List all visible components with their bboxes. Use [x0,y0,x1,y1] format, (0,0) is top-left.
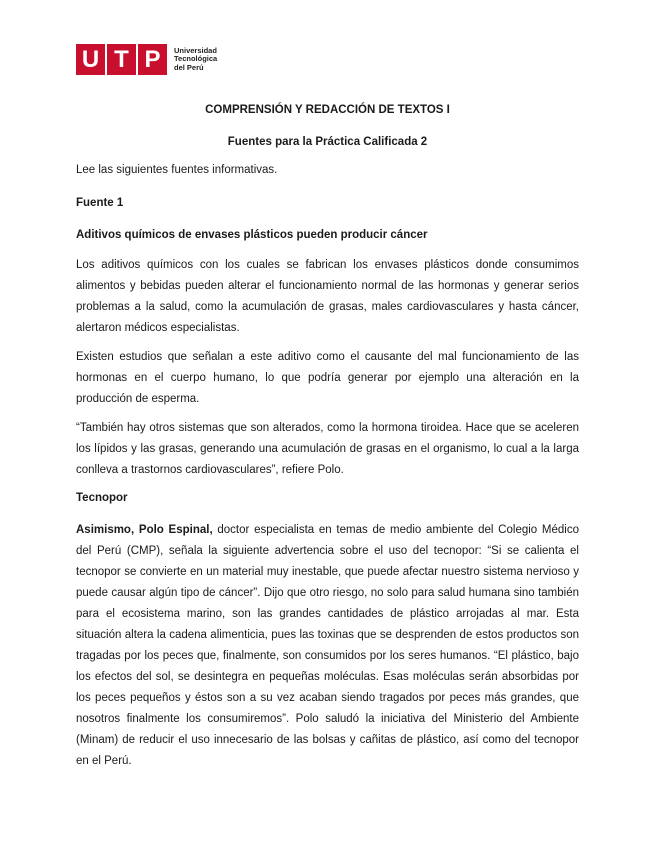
paragraph-4-lead: Asimismo, Polo Espinal, [76,524,213,536]
paragraph-3: “También hay otros sistemas que son alterados, como la hormona tiroidea. Hace que se aceleren los lípidos y las grasas, generando una acumulación de grasas en el organismo, lo cual a la larga conlleva a trastornos cardiovasculares”, refiere Polo. [76,422,579,476]
paragraph-2: Existen estudios que señalan a este aditivo como el causante del mal funcionamiento de las hormonas en el cuerpo humano, lo que podría generar por ejemplo una alteración en la producción de esperma. [76,351,579,405]
logo-letter-t: T [107,44,136,75]
logo-line-1: Universidad [174,45,217,55]
logo-text [174,47,217,73]
logo-line-2: Tecnológica [174,54,218,64]
source-label: Fuente 1 [76,197,124,209]
course-title: COMPRENSIÓN Y REDACCIÓN DE TEXTOS I [205,104,450,116]
section-heading: Tecnopor [76,492,128,504]
paragraph-4-body: doctor especialista en temas de medio ambiente del Colegio Médico del Perú (CMP), señala la siguiente advertencia sobre el uso del tecnopor: “Si se calienta el tecnopor se convierte en un material muy inestable, que puede afectar nuestro sistema nervioso y puede causar algún tipo de cáncer”. Dijo que otro riesgo, no solo para salud humana sino también para el ecosistema marino, son las grandes cantidades de plástico arrojadas al mar. Esta situación altera la cadena alimenticia, pues las toxinas que se desprenden de estos productos son tragadas por los peces que, finalmente, son consumidos por los seres humanos. “El plástico, bajo los efectos del sol, se desintegra en pequeñas moléculas. Esas moléculas serán absorbidas por los peces pequeños y éstos son a su vez acaban siendo tragados por peces más grandes, que nosotros finalmente los consumiremos”. Polo saludó la iniciativa del Ministerio del Ambiente (Minam) de reducir el uso innecesario de las bolsas y cañitas de plástico, así como del tecnopor en el Perú. [76,524,579,767]
logo-line-3: del Perú [174,62,204,72]
paragraph-1: Los aditivos químicos con los cuales se fabrican los envases plásticos donde consumimos alimentos y bebidas pueden alterar el funcionamiento normal de las hormonas y generar serios problemas a la salud, como la acumulación de grasas, males cardiovasculares y hasta cáncer, alertaron médicos especialistas. [76,259,579,334]
instruction-text: Lee las siguientes fuentes informativas. [76,164,278,176]
article-title: Aditivos químicos de envases plásticos pueden producir cáncer [76,229,428,241]
logo-letter-p: P [138,44,167,75]
document-subtitle: Fuentes para la Práctica Calificada 2 [227,136,428,148]
utp-logo [76,44,217,75]
logo-letter-u: U [76,44,105,75]
paragraph-4 [76,520,579,772]
